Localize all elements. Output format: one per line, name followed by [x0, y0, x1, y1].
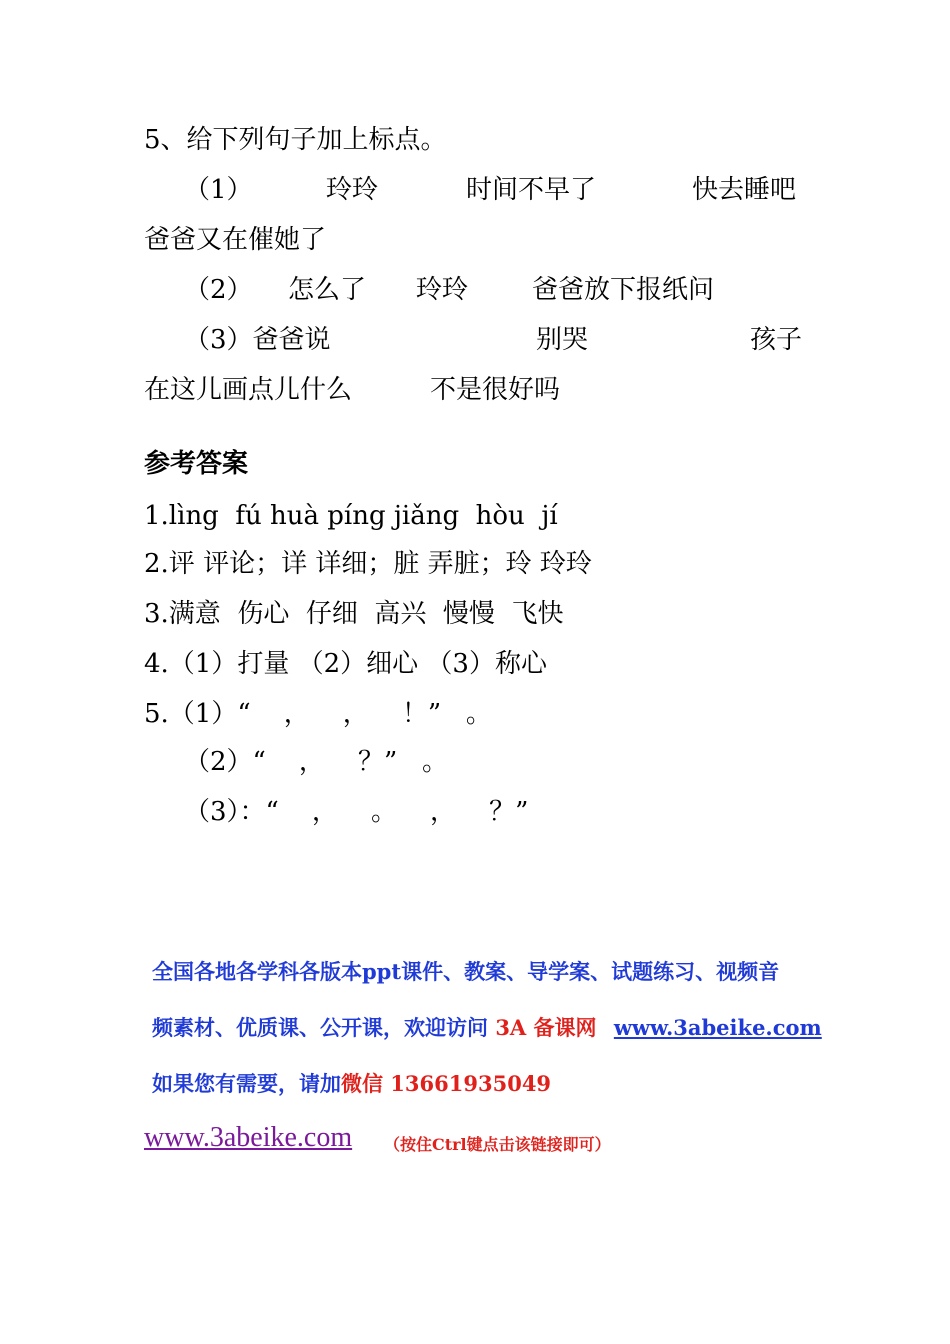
s1-part: 时间不早了 — [466, 175, 597, 205]
s2-part: 爸爸放下报纸问 — [532, 275, 715, 305]
answer-5-2-text: （2）“ ， ？” 。 — [184, 747, 449, 777]
s1-number: （1） — [184, 175, 253, 205]
promo-line-2-text: 频素材、优质课、公开课，欢迎访问 — [152, 1015, 488, 1040]
website-big-link[interactable]: www.3abeike.com — [144, 1122, 353, 1153]
wechat-contact: 微信 13661935049 — [341, 1071, 552, 1096]
s3-part: 孩子 — [750, 325, 803, 355]
s1-part: 玲玲 — [326, 175, 379, 205]
brand-name: 3A 备课网 — [495, 1015, 597, 1040]
answer-4-text: 4.（1）打量 （2）细心 （3）称心 — [144, 649, 547, 679]
s1-part: 爸爸又在催她了 — [144, 225, 327, 255]
s3-part: 在这儿画点儿什么 — [144, 375, 353, 405]
s2-number: （2） — [184, 275, 253, 305]
s1-part: 快去睡吧 — [692, 175, 797, 205]
answer-2-text: 2.评 评论；详 详细；脏 弄脏；玲 玲玲 — [144, 549, 592, 579]
promo-line-3-text: 如果您有需要，请加 — [152, 1071, 341, 1096]
answer-1-text: 1.lìng fú huà píng jiǎng hòu jí — [144, 501, 558, 531]
s2-part: 玲玲 — [416, 275, 469, 305]
answers-heading: 参考答案 — [144, 449, 249, 479]
s3-part: 不是很好吗 — [430, 375, 561, 405]
s2-part: 怎么了 — [288, 275, 367, 305]
promo-line-1: 全国各地各学科各版本ppt课件、教案、导学案、试题练习、视频音 — [152, 959, 780, 984]
s3-part: （3）爸爸说 — [184, 325, 331, 355]
s3-part: 别哭 — [536, 325, 589, 355]
link-note: （按住Ctrl键点击该链接即可） — [384, 1135, 611, 1154]
q5-title: 5、给下列句子加上标点。 — [144, 125, 447, 155]
answer-5-1-text: 5.（1）“ ， ， ！” 。 — [144, 699, 492, 729]
website-link[interactable]: www.3abeike.com — [613, 1015, 822, 1040]
promo-line-2 — [152, 1012, 822, 1042]
answer-3-text: 3.满意 伤心 仔细 高兴 慢慢 飞快 — [144, 599, 564, 629]
answer-5-3-text: （3）：“ ， 。 ， ？” — [184, 797, 529, 827]
promo-line-3 — [152, 1068, 551, 1098]
